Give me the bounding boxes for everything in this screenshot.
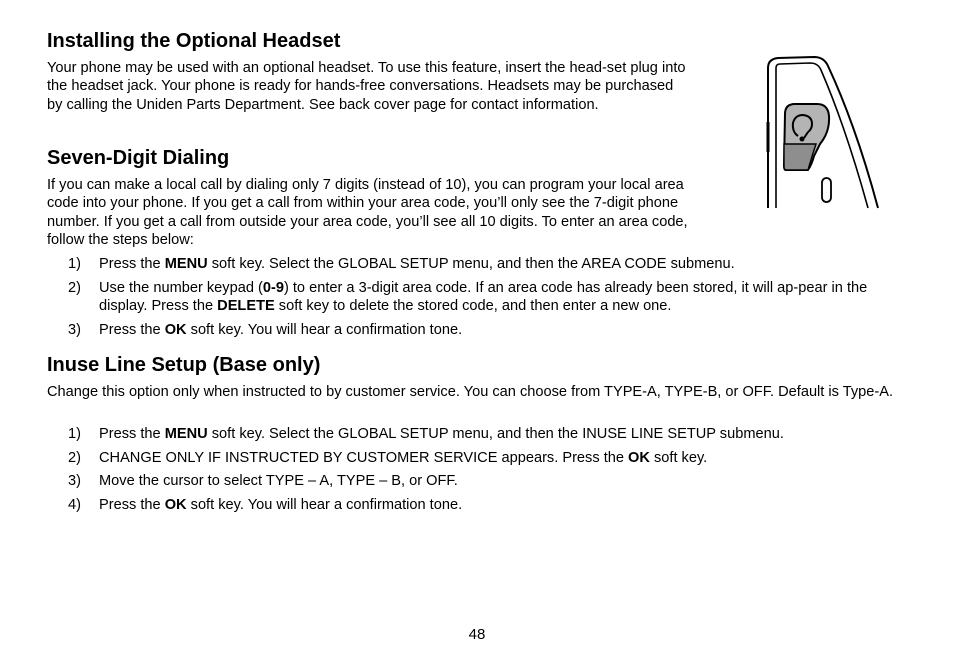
list-item: 4) Press the OK soft key. You will hear a confirmation tone. <box>68 497 463 513</box>
list-item: 1) Press the MENU soft key. Select the GLOBAL SETUP menu, and then the INUSE LINE SETUP submenu. <box>68 426 784 442</box>
headset-jack-icon <box>784 104 829 170</box>
list-item: 2) Use the number keypad (0-9) to enter a 3-digit area code. If an area code has already been stored, it will ap-pear in the display. Press the DELETE soft key to delete the stored code, and then enter a new one. <box>68 280 868 315</box>
step-number: 1) <box>68 426 81 442</box>
step-number: 3) <box>68 473 81 489</box>
step-number: 2) <box>68 450 81 466</box>
step-number: 1) <box>68 256 81 272</box>
heading-installing-headset: Installing the Optional Headset <box>47 30 341 52</box>
delete-key-label: DELETE <box>217 298 275 315</box>
inuse-paragraph: Change this option only when instructed to by customer service. You can choose from TYPE-A, TYPE-B, or OFF. Default is Type-A. <box>47 384 894 400</box>
menu-key-label: MENU <box>164 426 208 442</box>
ok-key-label: OK <box>164 322 187 338</box>
menu-key-label: MENU <box>164 256 208 272</box>
list-item: 1) Press the MENU soft key. Select the GLOBAL SETUP menu, and then the AREA CODE submenu. <box>68 256 735 272</box>
list-item: 3) Move the cursor to select TYPE – A, TYPE – B, or OFF. <box>68 473 458 489</box>
heading-inuse-line-setup: Inuse Line Setup (Base only) <box>47 354 321 376</box>
page-number: 48 <box>468 626 486 643</box>
keypad-range-label: 0-9 <box>262 280 284 296</box>
ok-key-label: OK <box>628 450 650 466</box>
step-number: 2) <box>68 280 81 296</box>
list-item: 3) Press the OK soft key. You will hear a confirmation tone. <box>68 322 463 338</box>
ok-key-label: OK <box>164 497 187 513</box>
headset-paragraph: Your phone may be used with an optional headset. To use this feature, insert the head-set plug into the headset jack. Your phone is ready for hands-free conversations. Headsets may be purchased by calling the Uniden Parts Department. See back cover page for contact information. <box>47 60 686 113</box>
seven-digit-paragraph: If you can make a local call by dialing only 7 digits (instead of 10), you can program your local area code into your phone. If you get a call from within your area code, you’ll only see the 7-digit phone number. If you get a call from outside your area code, you’ll see all 10 digits. To enter an area code, follow the steps below: <box>47 177 688 248</box>
step-number: 3) <box>68 322 81 338</box>
step-number: 4) <box>68 497 81 513</box>
list-item: 2) CHANGE ONLY IF INSTRUCTED BY CUSTOMER SERVICE appears. Press the OK soft key. <box>68 450 708 466</box>
phone-headset-jack-illustration <box>764 56 882 212</box>
heading-seven-digit-dialing: Seven-Digit Dialing <box>47 147 230 169</box>
